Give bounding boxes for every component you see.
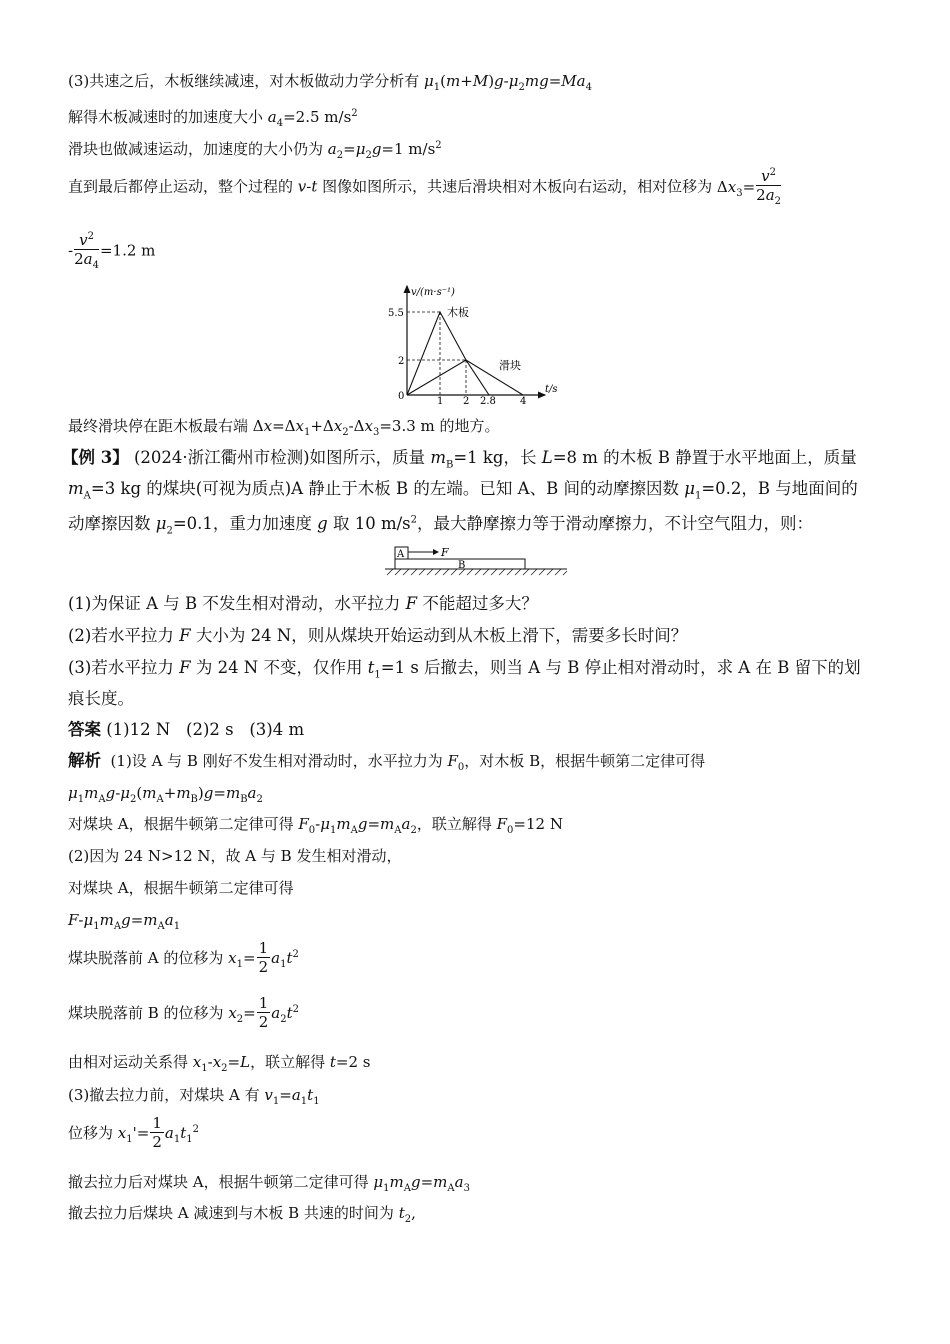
board-figure [383, 542, 569, 576]
ground-hatch [387, 569, 567, 575]
label-b: B [458, 560, 466, 571]
tick-1: 1 [437, 396, 444, 405]
analysis-line2: $\mu_1m_Ag-\mu_2(m_A+m_B)g=m_Ba_2$ [68, 784, 263, 805]
question-3b: 痕长度。 [68, 689, 134, 708]
tick-5.5: 5.5 [388, 308, 404, 319]
dx3: $\Delta x_3=$ [716, 177, 756, 199]
analysis-line9: 由相对运动关系得 $x_1-x_2=L$，联立解得 t=2 s [68, 1053, 371, 1074]
line-p6: 最终滑块停在距木板最右端 $\Delta x=\Delta x_1+\Delta x_2-\Delta x_3=3.3$ m 的地方。 [68, 417, 500, 438]
example-tag: 【例 3】 [62, 448, 129, 467]
analysis-line13: 撤去拉力后煤块 A 减速到与木板 B 共速的时间为 $t_2$, [68, 1204, 416, 1225]
analysis-label: 解析 [68, 751, 101, 770]
answer-line [68, 720, 304, 740]
text: (3)共速之后，木板继续减速，对木板做动力学分析有 [68, 72, 425, 90]
tick-4: 4 [520, 396, 527, 405]
x-label: t/s [545, 384, 558, 395]
vt: v-t [297, 177, 318, 196]
analysis-line3: 对煤块 A，根据牛顿第二定律可得 $F_0-\mu_1m_Ag=m_Aa_2$，联立解得 $F_0=12$ N [68, 815, 563, 836]
line-p4 [68, 164, 782, 211]
tick-2s: 2 [463, 396, 470, 405]
tick-0: 0 [398, 391, 405, 402]
label-a: A [397, 549, 405, 560]
fraction-half: $\frac{1}{2}$ [258, 939, 269, 976]
analysis-line11: 位移为 $x_1'=$ $\frac{1}{2}$ $a_1t_1^2$ [68, 1114, 199, 1151]
answer-text: (1)12 N (2)2 s (3)4 m [106, 720, 305, 739]
line-p3 [68, 136, 442, 166]
answer-label: 答案 [68, 720, 101, 739]
tick-2: 2 [398, 356, 405, 367]
fraction-v2-2a4: $\frac{v^2}{2a_4}$ [74, 228, 99, 275]
analysis-line4: (2)因为 24 N>12 N，故 A 与 B 发生相对滑动， [68, 847, 402, 865]
analysis-line10: (3)撤去拉力前，对煤块 A 有 $v_1=a_1t_1$ [68, 1086, 320, 1107]
fraction-half: $\frac{1}{2}$ [152, 1114, 162, 1151]
analysis-line5: 对煤块 A，根据牛顿第二定律可得 [68, 879, 294, 897]
question-2: (2)若水平拉力 F 大小为 24 N，则从煤块开始运动到从木板上滑下，需要多长时间？ [68, 626, 688, 645]
line-p1 [68, 71, 592, 98]
text: 滑块也做减速运动，加速度的大小仍为 [68, 140, 328, 158]
analysis-line1: 解析 (1)设 A 与 B 刚好不发生相对滑动时，水平拉力为 $F_0$，对木板 B，根据牛顿第二定律可得 [68, 751, 706, 773]
example3-line3: 动摩擦因数 $\mu_2=0.1$，重力加速度 g 取 10 $m/s^2$，最大静摩擦力等于滑动摩擦力，不计空气阻力，则： [68, 513, 814, 536]
text: 解得木板减速时的加速度大小 [68, 108, 268, 126]
block-label: 滑块 [499, 359, 521, 372]
y-label: v/(m·s⁻¹) [411, 287, 455, 298]
result: =1.2 m [99, 241, 156, 260]
fraction-v2-2a2: $\frac{v^2}{2a_2}$ [756, 164, 781, 211]
tick-2.8: 2.8 [480, 396, 496, 405]
label-f: F [441, 546, 449, 559]
line-p2 [68, 104, 358, 134]
text: 图像如图所示，共速后滑块相对木板向右运动，相对位移为 [317, 177, 717, 196]
line-p5: - $\frac{v^2}{2a_4}$ =1.2 m [68, 228, 155, 275]
example3-line1: 【例 3】 (2024·浙江衢州市检测)如图所示，质量 $m_B=1$ kg，长 L=8 m 的木板 B 静置于水平地面上，质量 [62, 448, 857, 471]
analysis-line8: 煤块脱落前 B 的位移为 $x_2=$ $\frac{1}{2}$ $a_2t^2$ [68, 994, 300, 1031]
text: 直到最后都停止运动，整个过程的 [68, 177, 298, 196]
analysis-line7: 煤块脱落前 A 的位移为 $x_1=$ $\frac{1}{2}$ $a_1t^2$ [68, 939, 299, 976]
value: $a_4=2.5$ $m/s^2$ [267, 108, 358, 129]
vt-graph [385, 280, 565, 405]
analysis-line12: 撤去拉力后对煤块 A，根据牛顿第二定律可得 $\mu_1m_Ag=m_Aa_3$ [68, 1173, 470, 1194]
question-1: (1)为保证 A 与 B 不发生相对滑动，水平拉力 F 不能超过多大？ [68, 594, 538, 613]
formula: $\mu_1(m+M)g-\mu_2mg=Ma_4$ [424, 72, 592, 93]
analysis-line6: $F-\mu_1m_Ag=m_Aa_1$ [68, 911, 181, 932]
value: $\Delta x=\Delta x_1+\Delta x_2-\Delta x_3=3.3$ m [252, 417, 435, 438]
fraction-half: $\frac{1}{2}$ [258, 994, 269, 1031]
board-label: 木板 [447, 306, 469, 319]
value: $a_2=\mu_2g=1$ $m/s^2$ [327, 140, 442, 161]
question-3a: (3)若水平拉力 F 为 24 N 不变，仅作用 $t_1=1$ s 后撤去，则当 A 与 B 停止相对滑动时，求 A 在 B 留下的划 [68, 658, 861, 681]
board-line [407, 312, 489, 395]
example3-line2: $m_A=3$ kg 的煤块(可视为质点)A 静止于木板 B 的左端。已知 A、B 间的动摩擦因数 $\mu_1=0.2$，B 与地面间的 [68, 479, 858, 502]
